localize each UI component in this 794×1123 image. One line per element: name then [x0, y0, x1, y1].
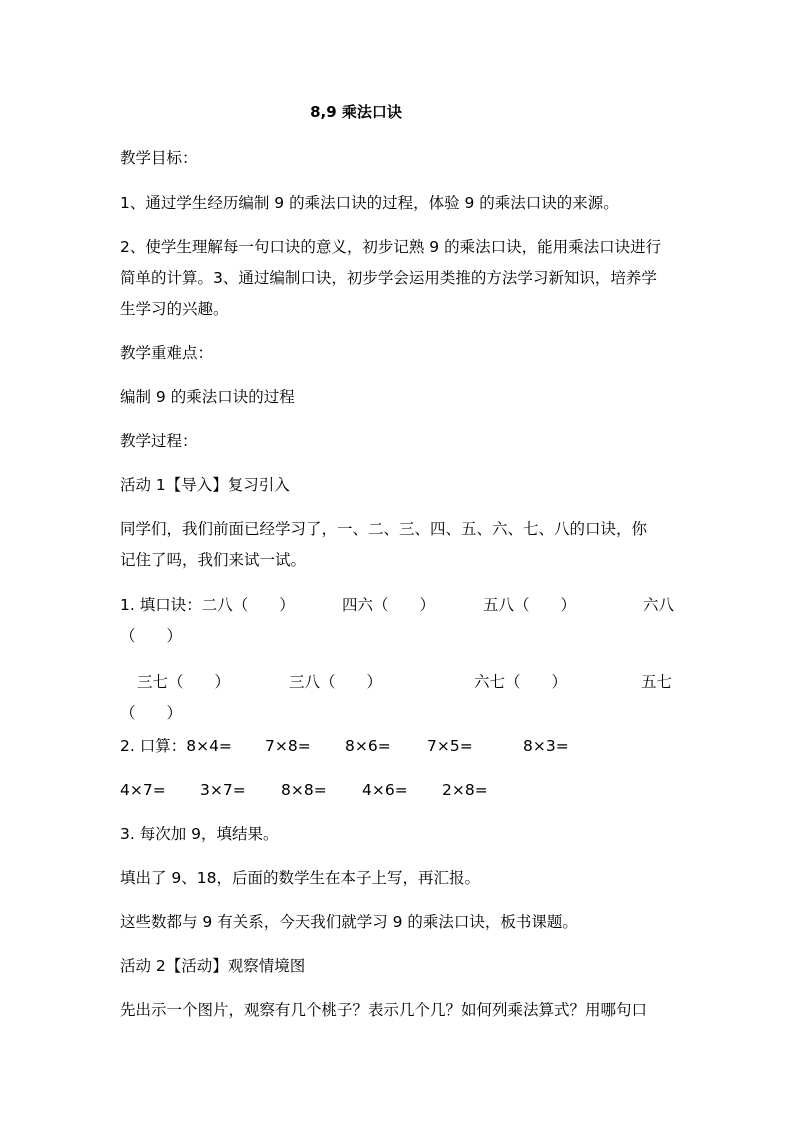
page-title: 8,9 乘法口诀 — [310, 103, 402, 121]
fill-item: 五八（ ） — [483, 596, 577, 614]
activity1-line1: 同学们，我们前面已经学习了，一、二、三、四、五、六、七、八的口诀，你 — [120, 520, 648, 538]
calc-item: 7×8= — [265, 737, 311, 755]
calc-item: 4×7= — [120, 781, 166, 799]
fill-item: 四六（ ） — [342, 596, 436, 614]
calc-item: 8×3= — [523, 737, 569, 755]
fill-item: 1. 填口诀：二八（ ） — [120, 596, 295, 614]
activity1-line2: 记住了吗，我们来试一试。 — [120, 551, 307, 569]
fill-item: 六七（ ） — [474, 673, 568, 691]
activity2-heading: 活动 2【活动】观察情境图 — [120, 957, 306, 975]
fill-item: 五七 — [641, 673, 673, 691]
fill-item: 三七（ ） — [137, 673, 231, 691]
key-points-text: 编制 9 的乘法口诀的过程 — [120, 388, 295, 406]
objective-2-line1: 2、使学生理解每一句口诀的意义，初步记熟 9 的乘法口诀，能用乘法口诀进行 — [120, 238, 662, 256]
objective-2-line3: 生学习的兴趣。 — [120, 300, 229, 318]
step3-note: 填出了 9、18，后面的数学生在本子上写，再汇报。 — [120, 869, 481, 887]
calc-item: 3×7= — [200, 781, 246, 799]
fill-item-wrap: （ ） — [120, 627, 183, 645]
fill-item: 三八（ ） — [289, 673, 383, 691]
objectives-heading: 教学目标： — [120, 149, 198, 167]
activity1-heading: 活动 1【导入】复习引入 — [120, 476, 290, 494]
objective-2-line2: 简单的计算。3、通过编制口诀，初步学会运用类推的方法学习新知识，培养学 — [120, 269, 657, 287]
key-points-heading: 教学重难点： — [120, 344, 214, 362]
calc-item: 7×5= — [427, 737, 473, 755]
calc-item: 8×6= — [345, 737, 391, 755]
activity2-line1: 先出示一个图片，观察有几个桃子？表示几个几？如何列乘法算式？用哪句口 — [120, 1001, 648, 1019]
fill-item: 六八 — [643, 596, 675, 614]
calc-item: 8×8= — [281, 781, 327, 799]
topic-intro: 这些数都与 9 有关系，今天我们就学习 9 的乘法口诀，板书课题。 — [120, 913, 578, 931]
objective-1: 1、通过学生经历编制 9 的乘法口诀的过程，体验 9 的乘法口诀的来源。 — [120, 194, 619, 212]
calc-item: 2. 口算：8×4= — [120, 737, 232, 755]
step3: 3. 每次加 9，填结果。 — [120, 825, 279, 843]
process-heading: 教学过程： — [120, 432, 198, 450]
calc-item: 4×6= — [362, 781, 408, 799]
calc-item: 2×8= — [442, 781, 488, 799]
fill-item-wrap: （ ） — [120, 704, 183, 722]
